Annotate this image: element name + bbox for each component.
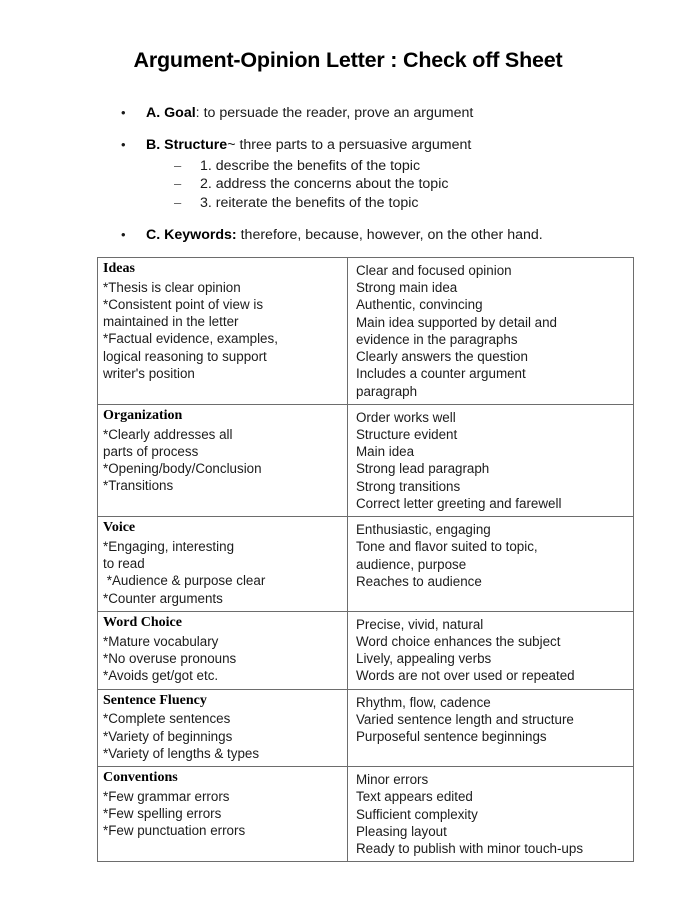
outline-item-text: [146, 105, 618, 123]
rubric-table: [97, 257, 634, 862]
rubric-descriptor-cell: [348, 258, 634, 405]
rubric-descriptor-cell: [348, 517, 634, 612]
rubric-descriptor-line: Text appears edited: [356, 789, 473, 805]
rubric-descriptor-cell: [348, 689, 634, 766]
rubric-descriptor-line: Pleasing layout: [356, 823, 447, 839]
outline-list: [118, 105, 618, 259]
rubric-criteria-line: *Variety of beginnings: [103, 728, 233, 744]
bullet-dot-icon: •: [121, 136, 126, 152]
rubric-descriptor-line: Reaches to audience: [356, 573, 482, 589]
rubric-trait-name: Ideas: [103, 261, 135, 276]
outline-item-body: to persuade the reader, prove an argument: [199, 105, 474, 121]
rubric-criteria-cell: [98, 767, 348, 862]
outline-item-body: therefore, because, however, on the other hand.: [236, 227, 543, 244]
rubric-descriptor-line: Precise, vivid, natural: [356, 616, 484, 632]
rubric-descriptor-line: evidence in the paragraphs: [356, 331, 518, 347]
rubric-descriptor-line: Purposeful sentence beginnings: [356, 729, 547, 745]
rubric-descriptor-line: Structure evident: [356, 426, 458, 442]
rubric-criteria-cell: [98, 404, 348, 516]
outline-item-label: C. Keywords:: [146, 227, 237, 244]
rubric-criteria-line: *Opening/body/Conclusion: [103, 460, 262, 476]
rubric-descriptor-line: Clear and focused opinion: [356, 263, 512, 278]
page-title: Argument-Opinion Letter : Check off Sheet: [133, 48, 563, 72]
rubric-criteria-line: logical reasoning to support: [103, 348, 267, 364]
outline-item: [118, 105, 618, 123]
rubric-descriptor-line: paragraph: [356, 383, 418, 399]
rubric-descriptor-line: Order works well: [356, 409, 456, 425]
rubric-descriptor-cell: [348, 404, 634, 516]
rubric-criteria-cell: [98, 689, 348, 766]
rubric-descriptor-line: Strong transitions: [356, 478, 461, 494]
table-row: [98, 767, 634, 862]
rubric-trait-name: Word Choice: [103, 614, 182, 630]
rubric-descriptor-line: Main idea: [356, 444, 415, 460]
outline-subitem-text: 1. describe the benefits of the topic: [200, 157, 421, 174]
rubric-criteria-line: *Clearly addresses all: [103, 426, 233, 442]
rubric-criteria-line: *Audience & purpose clear: [103, 573, 266, 589]
rubric-descriptor-line: Words are not over used or repeated: [356, 668, 575, 684]
rubric-descriptor-line: Strong main idea: [356, 280, 458, 296]
rubric-criteria-line: *Engaging, interesting: [103, 538, 235, 554]
rubric-descriptor-line: Lively, appealing verbs: [356, 651, 492, 667]
rubric-criteria-line: *Few spelling errors: [103, 806, 222, 822]
outline-subitem: [174, 157, 618, 176]
table-row: [98, 517, 634, 612]
outline-item-label-suffix: ~: [227, 136, 236, 153]
rubric-criteria-line: *No overuse pronouns: [103, 650, 237, 666]
outline-subitem: [174, 175, 618, 194]
table-row: [98, 404, 634, 516]
rubric-descriptor-line: Enthusiastic, engaging: [356, 522, 491, 538]
rubric-criteria-line: maintained in the letter: [103, 314, 239, 330]
rubric-descriptor-line: audience, purpose: [356, 556, 467, 572]
rubric-trait-name: Organization: [103, 407, 183, 423]
rubric-criteria-line: *Few punctuation errors: [103, 823, 246, 839]
rubric-criteria-line: *Factual evidence, examples,: [103, 331, 278, 347]
rubric-descriptor-line: Sufficient complexity: [356, 806, 478, 822]
rubric-descriptor-line: Strong lead paragraph: [356, 461, 490, 477]
rubric-criteria-line: *Transitions: [103, 478, 174, 494]
table-row: [98, 258, 634, 405]
outline-subitem: [174, 194, 618, 213]
rubric-criteria-line: *Complete sentences: [103, 711, 231, 727]
dash-bullet-icon: –: [174, 157, 182, 173]
outline-item-text: [146, 137, 618, 155]
rubric-trait-name: Voice: [103, 520, 136, 536]
rubric-descriptor-cell: [348, 767, 634, 862]
rubric-criteria-line: *Variety of lengths & types: [103, 745, 260, 761]
outline-item-label: B. Structure: [146, 136, 228, 153]
rubric-criteria-line: writer's position: [103, 365, 195, 381]
outline-subitem-text: 2. address the concerns about the topic: [200, 176, 449, 193]
rubric-criteria-line: *Consistent point of view is: [103, 297, 264, 313]
table-row: [98, 689, 634, 766]
outline-subitem-text: 3. reiterate the benefits of the topic: [200, 195, 419, 212]
rubric-descriptor-line: Minor errors: [356, 772, 429, 788]
outline-item: [118, 227, 618, 245]
rubric-descriptor-line: Tone and flavor suited to topic,: [356, 539, 538, 555]
bullet-dot-icon: •: [121, 105, 126, 120]
rubric-criteria-cell: [98, 258, 348, 405]
rubric-table-body: [98, 258, 634, 862]
rubric-descriptor-line: Main idea supported by detail and: [356, 314, 557, 330]
rubric-descriptor-line: Varied sentence length and structure: [356, 711, 574, 727]
rubric-descriptor-line: Correct letter greeting and farewell: [356, 495, 562, 511]
outline-item: [118, 137, 618, 213]
rubric-descriptor-cell: [348, 611, 634, 689]
rubric-criteria-line: to read: [103, 556, 145, 572]
rubric-descriptor-line: Authentic, convincing: [356, 297, 483, 313]
rubric-descriptor-line: Ready to publish with minor touch-ups: [356, 840, 584, 856]
outline-item-label-suffix: :: [195, 105, 200, 121]
rubric-criteria-line: parts of process: [103, 443, 199, 459]
dash-bullet-icon: –: [174, 195, 182, 211]
rubric-criteria-line: *Mature vocabulary: [103, 633, 219, 649]
rubric-trait-name: Conventions: [103, 770, 178, 786]
rubric-criteria-line: *Thesis is clear opinion: [103, 279, 241, 295]
outline-item-text: [146, 227, 618, 245]
outline-item-label: A. Goal: [146, 105, 196, 121]
rubric-criteria-line: *Counter arguments: [103, 590, 223, 606]
rubric-criteria-line: *Avoids get/got etc.: [103, 667, 219, 683]
rubric-criteria-cell: [98, 611, 348, 689]
rubric-criteria-line: *Few grammar errors: [103, 788, 230, 804]
dash-bullet-icon: –: [174, 176, 182, 192]
rubric-descriptor-line: Rhythm, flow, cadence: [356, 694, 491, 710]
rubric-criteria-cell: [98, 517, 348, 612]
outline-item-body: three parts to a persuasive argument: [235, 136, 472, 153]
bullet-dot-icon: •: [121, 227, 126, 243]
rubric-descriptor-line: Word choice enhances the subject: [356, 633, 561, 649]
table-row: [98, 611, 634, 689]
rubric-descriptor-line: Clearly answers the question: [356, 349, 528, 365]
outline-subitem-list: [174, 157, 618, 214]
rubric-trait-name: Sentence Fluency: [103, 692, 207, 708]
rubric-descriptor-line: Includes a counter argument: [356, 366, 526, 382]
